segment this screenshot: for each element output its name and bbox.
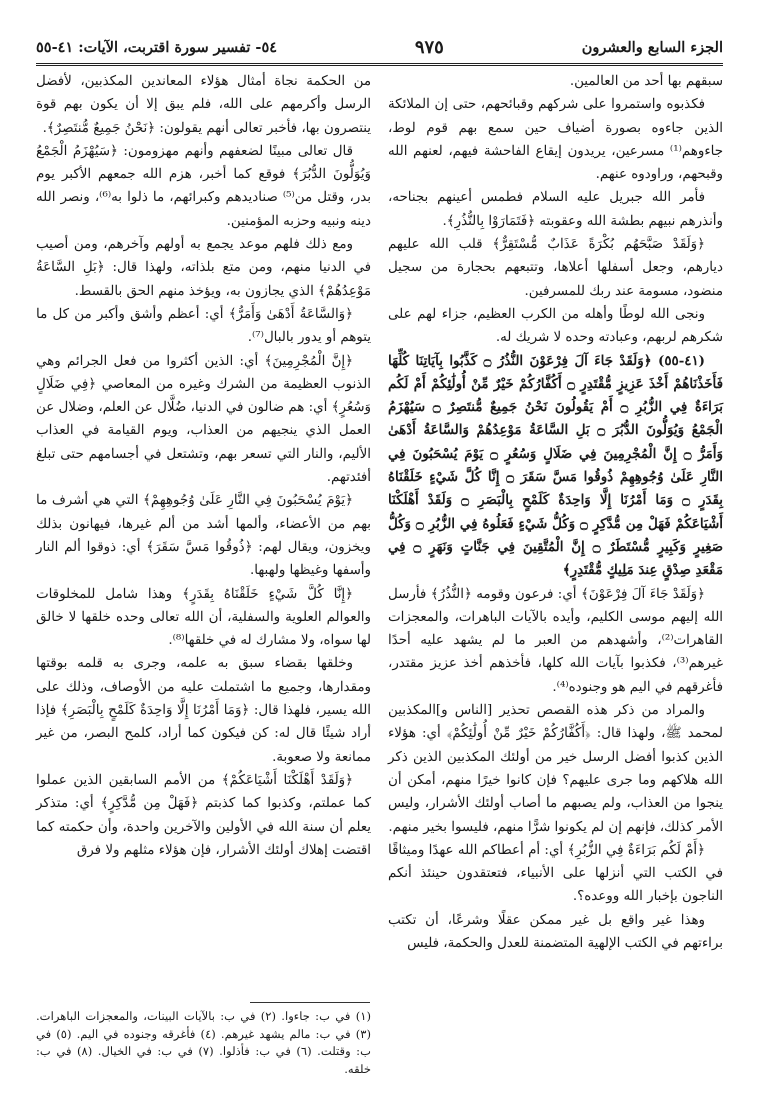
paragraph: ﴿وَلَقَدْ صَبَّحَهُم بُكْرَةً عَذَابٌ مُّسْتَقِرٌّ﴾ قلب الله عليهم ديارهم، وجعل أسفلها أعلاها، وتتبعهم بحجارة من سجيل منضود، مسومة عند ربك للمسرفين.: [388, 237, 723, 299]
paragraph: قال تعالى مبينًا لضعفهم وأنهم مهزومون: ﴿سَيُهْزَمُ الْجَمْعُ وَيُوَلُّونَ الدُّبُرَ﴾ فوقع كما أخبر، هزم الله جمعهم الأكبر يوم بدر، وقتل من⁽⁵⁾ صناديدهم وكبرائهم، ما ذلوا به⁽⁶⁾، ونصر الله دينه ونبيه وحزبه المؤمنين.: [36, 143, 371, 229]
paragraph: ﴿وَلَقَدْ أَهْلَكْنَا أَشْيَاعَكُمْ﴾ من الأمم السابقين الذين عملوا كما عملتم، وكذبوا كما كذبتم ﴿فَهَلْ مِن مُّدَّكِرٍ﴾ أي: متذكر يعلم أن سنة الله في الأولين والآخرين واحدة، وأن حكمته كما اقتضت إهلاك أولئك الأشرار، فإن هؤلاء مثلهم ولا فرق: [36, 772, 371, 858]
paragraph: فأمر الله جبريل عليه السلام فطمس أعينهم بجناحه، وأنذرهم نبيهم بطشة الله وعقوبته ﴿فَتَمَارَوْا بِالنُّذُرِ﴾.: [388, 190, 723, 229]
paragraph: وهذا غير واقع بل غير ممكن عقلًا وشرعًا، أن تكتب براءتهم في الكتب الإلهية المتضمنة للعدل والحكمة، فليس: [388, 912, 723, 951]
paragraph: ﴿يَوْمَ يُسْحَبُونَ فِي النَّارِ عَلَىٰ وُجُوهِهِمْ﴾ التي هي أشرف ما بهم من الأعضاء، وألمها أشد من ألم غيرها، فيهانون بذلك ويخزون، ويقال لهم: ﴿ذُوقُوا مَسَّ سَقَرَ﴾ أي: ذوقوا ألم النار وأسفها وغيظها ولهبها.: [36, 493, 371, 579]
paragraph: ﴿إِنَّ الْمُجْرِمِينَ﴾ أي: الذين أكثروا من فعل الجرائم وهي الذنوب العظيمة من الشرك وغيره من المعاصي ﴿فِي ضَلَالٍ وَسُعُرٍ﴾ أي: هم ضالون في الدنيا، ضُلَّال عن العلم، وضلال عن العمل الذي ينجيهم من العذاب، ويوم القيامة في العذاب الأليم، والنار التي تسعر بهم، وتشتعل في أجسامهم حتى تبلغ أفئدتهم.: [36, 353, 371, 486]
paragraph: ﴿وَلَقَدْ جَاءَ آلَ فِرْعَوْنَ﴾ أي: فرعون وقومه ﴿النُّذُرُ﴾ فأرسل الله إليهم موسى الكليم، وأيده بالآيات الباهرات، والمعجزات القاهرات⁽²⁾، وأشهدهم من العبر ما لم يشهد عليه أحدًا غيرهم⁽³⁾، فكذبوا بآيات الله كلها، فأخذهم أخذ عزيز مقتدر، فأغرقهم في اليم هو وجنوده⁽⁴⁾.: [388, 586, 723, 695]
page-number: ٩٧٥: [414, 36, 444, 58]
paragraph: ونجى الله لوطًا وأهله من الكرب العظيم، جزاء لهم على شكرهم لربهم، وعبادته وحده لا شريك له.: [388, 306, 723, 346]
paragraph: من الحكمة نجاة أمثال هؤلاء المعاندين المكذبين، لأفضل الرسل وأكرمهم على الله، فلم يبق إلا أن يكون بهم قوة ينتصرون بها، فأخبر تعالى أنهم يقولون: ﴿نَحْنُ جَمِيعٌ مُّنتَصِرٌ﴾.: [36, 74, 371, 136]
paragraph: وخلقها بقضاء سبق به علمه، وجرى به قلمه بوقتها ومقدارها، وجميع ما اشتملت عليه من الأوصاف، وذلك على الله يسير، فلهذا قال: ﴿وَمَا أَمْرُنَا إِلَّا وَاحِدَةٌ كَلَمْحٍ بِالْبَصَرِ﴾ فإذا أراد شيئًا قال له: كن فيكون كما أراد، كلمح البصر، من غير ممانعة ولا صعوبة.: [36, 656, 371, 765]
header-divider: [36, 63, 723, 66]
part-title: الجزء السابع والعشرون: [581, 38, 723, 56]
paragraph: فكذبوه واستمروا على شركهم وقبائحهم، حتى إن الملائكة الذين جاءوه بصورة أضياف حين سمع بهم قوم لوط، جاءوهم⁽¹⁾ مسرعين، يريدون إيقاع الفاحشة فيهم، لعنهم الله وقبحهم، وراودوه عنهم.: [388, 97, 723, 183]
page-header: [36, 30, 723, 64]
surah-title: ٥٤- تفسير سورة اقتربت، الآيات: ٤١-٥٥: [36, 38, 278, 56]
footnotes: (١) في ب: جاءوا. (٢) في ب: بالآيات البينات، والمعجزات الباهرات. (٣) في ب: مالم يشهد غيرهم. (٤) فأغرقه وجنوده في اليم. (٥) في ب: وقتلت. (٦) في ب: فأذلوا. (٧) في ب: في الخيال. (٨) في ب: خلقه.: [36, 1009, 372, 1076]
paragraph: ﴿أَمْ لَكُم بَرَاءَةٌ فِي الزُّبُرِ﴾ أي: أم أعطاكم الله عهدًا وميثاقًا في الكتب التي أنزلها على الأنبياء، فتعتقدون حينئذ أنكم الناجون بإخبار الله ووعده؟.: [388, 842, 723, 905]
right-column: [388, 70, 723, 955]
left-column: [36, 70, 371, 862]
paragraph: والمراد من ذكر هذه القصص تحذير [الناس و]المكذبين لمحمد ﷺ، ولهذا قال: ﴿أَكُفَّارُكُمْ خَيْرٌ مِّنْ أُولَٰئِكُمْ﴾ أي: هؤلاء الذين كذبوا أفضل الرسل خير من أولئك المكذبين الذين ذكر الله هلاكهم وما جرى عليهم؟ فإن كانوا خيرًا منهم، أمكن أن ينجوا من العذاب، ولم يصبهم ما أصاب أولئك الأشرار، وليس الأمر كذلك، فإنهم إن لم يكونوا شرًّا منهم، فليسوا بخير منهم.: [388, 703, 723, 835]
paragraph: ﴿وَالسَّاعَةُ أَدْهَىٰ وَأَمَرُّ﴾ أي: أعظم وأشق وأكبر من كل ما يتوهم أو يدور بالبال⁽⁷⁾.: [36, 306, 371, 346]
quran-verses: (٤١-٥٥) ﴿وَلَقَدْ جَاءَ آلَ فِرْعَوْنَ النُّذُرُ ۝ كَذَّبُوا بِآيَاتِنَا كُلِّهَا فَأَخَذْنَاهُمْ أَخْذَ عَزِيزٍ مُّقْتَدِرٍ ۝ أَكُفَّارُكُمْ خَيْرٌ مِّنْ أُولَٰئِكُمْ أَمْ لَكُم بَرَاءَةٌ فِي الزُّبُرِ ۝ أَمْ يَقُولُونَ نَحْنُ جَمِيعٌ مُّنتَصِرٌ ۝ سَيُهْزَمُ الْجَمْعُ وَيُوَلُّونَ الدُّبُرَ ۝ بَلِ السَّاعَةُ مَوْعِدُهُمْ وَالسَّاعَةُ أَدْهَىٰ وَأَمَرُّ ۝ إِنَّ الْمُجْرِمِينَ فِي ضَلَالٍ وَسُعُرٍ ۝ يَوْمَ يُسْحَبُونَ فِي النَّارِ عَلَىٰ وُجُوهِهِمْ ذُوقُوا مَسَّ سَقَرَ ۝ إِنَّا كُلَّ شَيْءٍ خَلَقْنَاهُ بِقَدَرٍ ۝ وَمَا أَمْرُنَا إِلَّا وَاحِدَةٌ كَلَمْحٍ بِالْبَصَرِ ۝ وَلَقَدْ أَهْلَكْنَا أَشْيَاعَكُمْ فَهَلْ مِن مُّدَّكِرٍ ۝ وَكُلُّ شَيْءٍ فَعَلُوهُ فِي الزُّبُرِ ۝ وَكُلُّ صَغِيرٍ وَكَبِيرٍ مُّسْتَطَرٌ ۝ إِنَّ الْمُتَّقِينَ فِي جَنَّاتٍ وَنَهَرٍ ۝ فِي مَقْعَدِ صِدْقٍ عِندَ مَلِيكٍ مُّقْتَدِرٍ﴾: [388, 352, 724, 579]
footnote-divider: [250, 1002, 370, 1003]
paragraph: سبقهم بها أحد من العالمين.: [569, 74, 723, 89]
paragraph: ومع ذلك فلهم موعد يجمع به أولهم وآخرهم، ومن أصيب في الدنيا منهم، ومن متع بلذاته، ولهذا قال: ﴿بَلِ السَّاعَةُ مَوْعِدُهُمْ﴾ الذي يجازون به، ويؤخذ منهم الحق بالقسط.: [36, 237, 371, 299]
paragraph: ﴿إِنَّا كُلَّ شَيْءٍ خَلَقْنَاهُ بِقَدَرٍ﴾ وهذا شامل للمخلوقات والعوالم العلوية والسفلية، أن الله تعالى وحده خلقها لا خالق لها سواه، ولا مشارك له في خلقها⁽⁸⁾.: [36, 586, 371, 649]
